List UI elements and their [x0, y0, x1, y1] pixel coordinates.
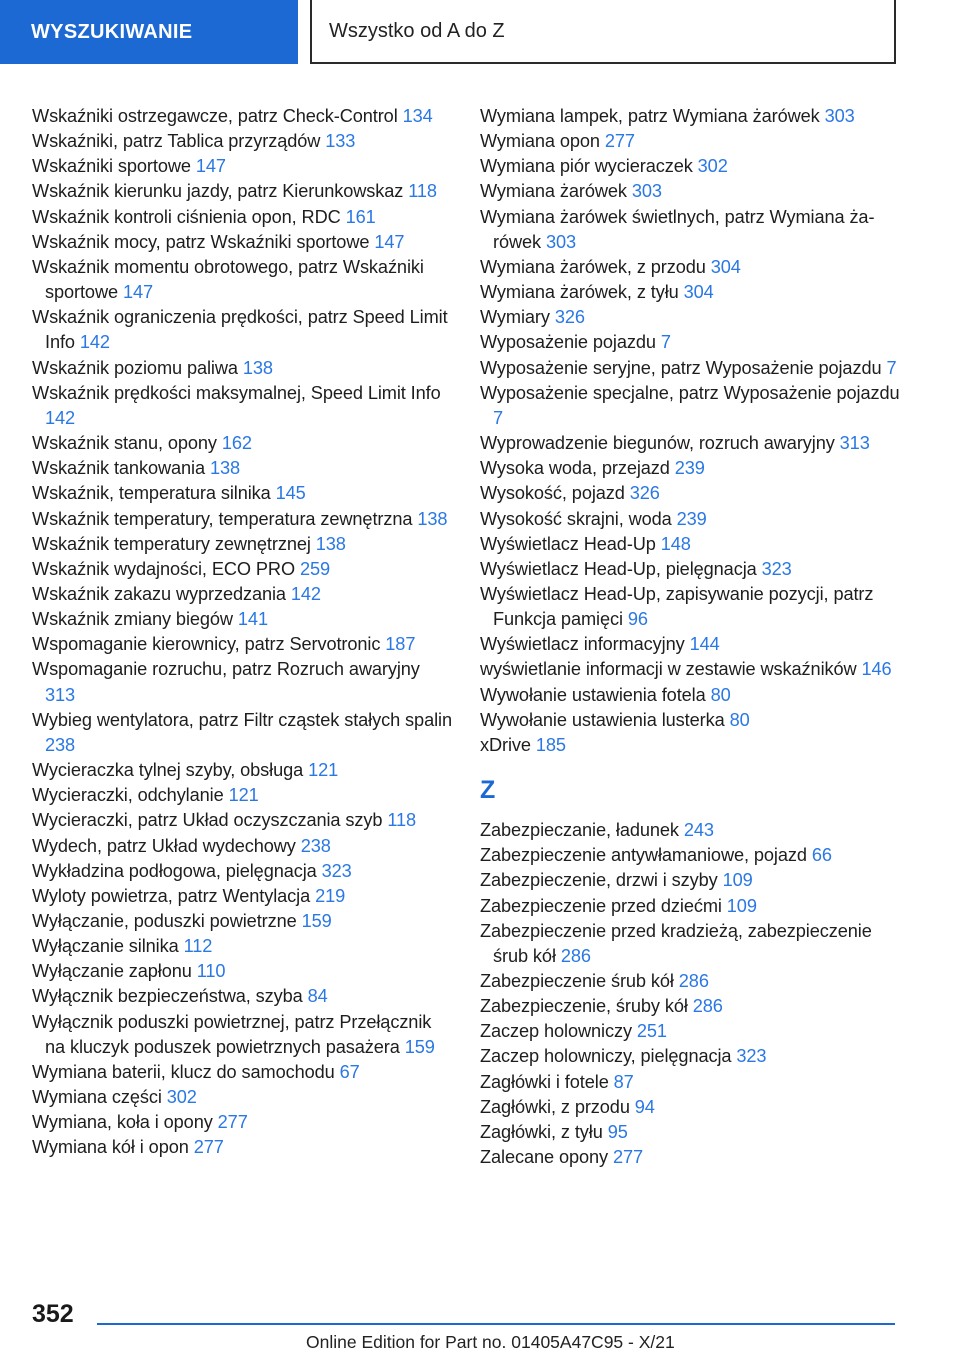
page-reference-link[interactable]: 286 [560, 945, 591, 966]
index-entry [480, 381, 900, 431]
page-reference-link[interactable]: 84 [307, 986, 328, 1007]
index-entry [480, 582, 900, 632]
page-reference-link[interactable]: 313 [45, 684, 76, 705]
page-reference-link[interactable]: 147 [195, 156, 226, 177]
index-entry [480, 356, 900, 381]
index-entry-text: Wskaźnik temperatury zewnętrznej [32, 533, 311, 554]
page-reference-link[interactable]: 277 [217, 1112, 248, 1133]
index-entry [32, 884, 452, 909]
page-reference-link[interactable]: 326 [554, 307, 585, 328]
index-entry-text: Wskaźniki, patrz Tablica przyrządów [32, 131, 321, 152]
index-entry [32, 205, 452, 230]
index-entry [480, 894, 900, 919]
index-entry [480, 255, 900, 280]
index-entry-text: Zalecane opony [480, 1147, 609, 1168]
page-reference-link[interactable]: 96 [627, 609, 648, 630]
page-reference-link[interactable]: 121 [308, 760, 339, 781]
index-entry-text: Wskaźnik momentu obrotowego, patrz Wskaźniki sportowe [32, 256, 424, 303]
index-entry [480, 994, 900, 1019]
index-entry-text: Wycieraczki, patrz Układ oczyszczania szyb [32, 810, 383, 831]
index-entry-text: Wskaźniki ostrzegawcze, patrz Check-Control [32, 106, 398, 126]
index-entry [480, 733, 900, 758]
index-entry-text: Zabezpieczenie przed dziećmi [480, 895, 722, 916]
page-reference-link[interactable]: 243 [683, 820, 714, 841]
index-entry-text: Wymiana kół i opon [32, 1137, 189, 1158]
tab-search[interactable]: WYSZUKIWANIE [0, 0, 298, 64]
page-reference-link[interactable]: 277 [604, 131, 635, 152]
index-entry-text: Wspomaganie rozruchu, patrz Rozruch awaryjny [32, 659, 420, 680]
page-reference-link[interactable]: 142 [290, 583, 321, 604]
page-reference-link[interactable]: 148 [660, 533, 691, 554]
index-entry [32, 381, 452, 431]
page-reference-link[interactable]: 138 [209, 458, 240, 479]
page-reference-link[interactable]: 110 [196, 961, 226, 982]
index-entry-text: Wymiana baterii, klucz do samochodu [32, 1061, 335, 1082]
footer-divider [97, 1323, 895, 1325]
page-reference-link[interactable]: 304 [683, 282, 714, 303]
index-entry [32, 959, 452, 984]
page-reference-link[interactable]: 7 [660, 332, 671, 353]
page-reference-link[interactable]: 162 [221, 433, 252, 454]
index-entry-text: Wycieraczka tylnej szyby, obsługa [32, 760, 304, 781]
page-reference-link[interactable]: 95 [607, 1121, 628, 1142]
index-entry [32, 305, 452, 355]
index-entry-text: Wyświetlacz Head-Up, pielęgnacja [480, 558, 757, 579]
index-entry [480, 969, 900, 994]
index-entry [480, 280, 900, 305]
index-entry [480, 818, 900, 843]
page-reference-link[interactable]: 94 [634, 1096, 655, 1117]
index-entry [32, 607, 452, 632]
index-entry [480, 1145, 900, 1170]
page-reference-link[interactable]: 147 [122, 282, 153, 303]
page-reference-link[interactable]: 142 [45, 407, 76, 428]
page-reference-link[interactable]: 286 [692, 996, 723, 1017]
index-entry-text: Wysoka woda, przejazd [480, 458, 670, 479]
index-entry [32, 632, 452, 657]
page-reference-link[interactable]: 118 [408, 181, 437, 202]
page-reference-link[interactable]: 303 [824, 106, 855, 126]
index-entry-text: Wybieg wentylatora, patrz Filtr cząstek stałych spalin [32, 709, 452, 730]
index-entry-text: Wskaźnik poziomu paliwa [32, 357, 238, 378]
index-entry-text: Zabezpieczenie śrub kół [480, 971, 674, 991]
page-reference-link[interactable]: 303 [631, 181, 662, 202]
index-entry [32, 356, 452, 381]
header [0, 0, 960, 66]
index-entry [32, 507, 452, 532]
index-entry-text: Wskaźnik prędkości maksymalnej, Speed Limit Info [32, 382, 441, 403]
index-entry-text: Wysokość skrajni, woda [480, 508, 672, 529]
index-entry [32, 934, 452, 959]
page-reference-link[interactable]: 7 [493, 407, 504, 428]
page-reference-link[interactable]: 87 [613, 1071, 634, 1092]
index-entry-text: Wskaźnik, temperatura silnika [32, 483, 271, 504]
index-entry [480, 1044, 900, 1069]
index-entry [480, 683, 900, 708]
index-column-right [480, 104, 900, 1170]
index-entry-text: Wskaźnik zakazu wyprzedzania [32, 583, 286, 604]
index-entry [480, 431, 900, 456]
page-reference-link[interactable]: 112 [183, 936, 213, 957]
index-entry [480, 708, 900, 733]
index-entry [32, 1060, 452, 1085]
index-entry-text: Wyprowadzenie biegunów, rozruch awaryjny [480, 433, 835, 454]
page-reference-link[interactable]: 277 [612, 1147, 644, 1168]
page-reference-link[interactable]: 302 [166, 1087, 197, 1108]
index-entry [32, 456, 452, 481]
index-entry-text: Wyłączanie silnika [32, 936, 179, 957]
index-entry-text: Zagłówki, z tyłu [480, 1121, 603, 1142]
page-reference-link[interactable]: 323 [736, 1046, 767, 1067]
page-reference-link[interactable]: 109 [726, 895, 757, 916]
page-reference-link[interactable]: 144 [689, 634, 720, 655]
index-entry-text: Wyłącznik poduszki powietrznej, patrz Przełącznik na kluczyk poduszek powietrznych pasażera [32, 1011, 432, 1057]
index-entry [32, 834, 452, 859]
page-reference-link[interactable]: 251 [636, 1021, 667, 1042]
index-entry [32, 1135, 452, 1160]
index-entry-text: Wskaźnik tankowania [32, 458, 205, 479]
index-entry-text: Wyświetlacz Head-Up [480, 533, 656, 554]
index-entry-text: Wyposażenie seryjne, patrz Wyposażenie pojazdu [480, 357, 882, 378]
index-entry [32, 984, 452, 1009]
page-reference-link[interactable]: 118 [387, 810, 417, 831]
index-entry-text: Wymiana lampek, patrz Wymiana żarówek [480, 106, 820, 126]
index-entry [480, 868, 900, 893]
index-entry-text: Zabezpieczenie antywłamaniowe, pojazd [480, 845, 807, 866]
page-reference-link[interactable]: 142 [79, 332, 110, 353]
index-entry-text: Wskaźnik temperatury, temperatura zewnętrzna [32, 508, 413, 529]
page-reference-link[interactable]: 323 [321, 860, 352, 881]
index-entry [32, 1110, 452, 1135]
index-entry [32, 532, 452, 557]
index-entry-text: Zabezpieczenie, śruby kół [480, 996, 688, 1017]
index-entry-text: Wydech, patrz Układ wydechowy [32, 835, 296, 856]
index-entry-text: Wymiana opon [480, 131, 600, 152]
index-entry [32, 557, 452, 582]
index-entry [32, 859, 452, 884]
index-entry-text: Wskaźnik ograniczenia prędkości, patrz Speed Limit Info [32, 307, 448, 353]
index-entry-text: Wykładzina podłogowa, pielęgnacja [32, 860, 317, 881]
index-entry-text: Wyłączanie, poduszki powietrzne [32, 911, 297, 931]
index-entry-text: Wyloty powietrza, patrz Wentylacja [32, 885, 311, 906]
page-reference-link[interactable]: 138 [417, 508, 448, 529]
index-entry [480, 104, 900, 129]
index-entry [32, 179, 452, 204]
page-reference-link[interactable]: 326 [629, 483, 660, 504]
page-reference-link[interactable]: 302 [697, 156, 728, 177]
index-entry [32, 154, 452, 179]
page-reference-link[interactable]: 146 [861, 659, 892, 680]
index-entry-text: Zaczep holowniczy, pielęgnacja [480, 1046, 732, 1067]
index-entry [480, 481, 900, 506]
page-reference-link[interactable]: 134 [402, 106, 433, 126]
index-entry [480, 179, 900, 204]
page-reference-link[interactable]: 141 [237, 609, 268, 630]
page-reference-link[interactable]: 80 [729, 709, 750, 730]
index-entry-text: Wywołanie ustawienia fotela [480, 684, 706, 705]
page-reference-link[interactable]: 238 [300, 835, 331, 856]
page-reference-link[interactable]: 277 [193, 1137, 224, 1158]
page-reference-link[interactable]: 7 [886, 357, 897, 378]
index-entry-text: Zaczep holowniczy [480, 1021, 632, 1042]
index-entry-text: wyświetlanie informacji w zestawie wskaźników [480, 659, 857, 680]
index-entry [32, 129, 452, 154]
index-entry [32, 582, 452, 607]
page-reference-link[interactable]: 67 [339, 1061, 360, 1082]
index-entry-text: Wymiana piór wycieraczek [480, 156, 693, 177]
index-entry-text: Wskaźnik mocy, patrz Wskaźniki sportowe [32, 231, 370, 252]
index-entry [480, 1070, 900, 1095]
page-reference-link[interactable]: 147 [374, 231, 405, 252]
page-reference-link[interactable]: 239 [674, 458, 705, 479]
page-reference-link[interactable]: 313 [839, 433, 870, 454]
page-reference-link[interactable]: 286 [678, 971, 709, 991]
index-entry [480, 154, 900, 179]
page-number: 352 [32, 1300, 74, 1328]
index-entry [32, 230, 452, 255]
page-reference-link[interactable]: 80 [710, 684, 731, 705]
index-entry-text: Zabezpieczanie, ładunek [480, 820, 679, 841]
page-reference-link[interactable]: 145 [275, 483, 306, 504]
index-entry-text: Wyłączanie zapłonu [32, 961, 192, 982]
index-entry [480, 919, 900, 969]
index-entry [480, 205, 900, 255]
page-reference-link[interactable]: 121 [228, 785, 259, 806]
page-reference-link[interactable]: 161 [345, 206, 376, 227]
index-entry-text: Zagłówki i fotele [480, 1071, 609, 1092]
index-entry-text: Wysokość, pojazd [480, 483, 625, 504]
index-entry [32, 783, 452, 808]
page-reference-link[interactable]: 238 [45, 734, 76, 755]
index-entry [480, 129, 900, 154]
page-reference-link[interactable]: 239 [676, 508, 707, 529]
index-entry [32, 1010, 452, 1060]
page-reference-link[interactable]: 219 [315, 885, 346, 906]
index-entry [32, 481, 452, 506]
index-entry-text: Wymiana żarówek [480, 181, 627, 202]
page-reference-link[interactable]: 259 [299, 558, 331, 579]
index-entry-text: Wyłącznik bezpieczeństwa, szyba [32, 986, 303, 1007]
page-reference-link[interactable]: 323 [761, 558, 792, 579]
index-entry-text: Wywołanie ustawienia lusterka [480, 709, 725, 730]
index-entry [32, 909, 452, 934]
page-reference-link[interactable]: 159 [301, 911, 332, 931]
page-reference-link[interactable]: 303 [545, 231, 577, 252]
index-entry-text: Wskaźnik wydajności, ECO PRO [32, 558, 296, 579]
index-entry-text: Wymiary [480, 307, 550, 328]
section-letter-z: Z [480, 776, 496, 805]
index-entry [480, 532, 900, 557]
footer-edition: Online Edition for Part no. 01405A47C95 - X/21 [306, 1332, 675, 1352]
index-entry-text: Wskaźnik kierunku jazdy, patrz Kierunkowskaz [32, 181, 404, 202]
index-entry-text: Wspomaganie kierownicy, patrz Servotronic [32, 634, 381, 655]
index-entry [480, 456, 900, 481]
index-entry [480, 632, 900, 657]
index-entry-text: xDrive [480, 734, 531, 755]
index-entry-text: Wymiana żarówek, z tyłu [480, 282, 679, 303]
index-entry-text: Zabezpieczenie przed kradzieżą, zabezpieczenie śrub kół [480, 920, 872, 966]
index-entry-text: Wyposażenie pojazdu [480, 332, 656, 353]
index-entry [32, 431, 452, 456]
page-reference-link[interactable]: 133 [325, 131, 356, 152]
index-entry [480, 557, 900, 582]
index-entry-text: Wyświetlacz Head-Up, zapisywanie pozycji, patrz Funkcja pamięci [480, 583, 874, 630]
index-entry-text: Wskaźnik stanu, opony [32, 433, 217, 454]
index-entry-text: Zagłówki, z przodu [480, 1096, 630, 1117]
page-reference-link[interactable]: 159 [404, 1036, 435, 1057]
index-entry [480, 305, 900, 330]
index-entry [480, 330, 900, 355]
index-entry-text: Wymiana żarówek, z przodu [480, 256, 706, 277]
index-entry-text: Wskaźniki sportowe [32, 156, 191, 177]
index-entry-text: Zabezpieczenie, drzwi i szyby [480, 870, 718, 891]
index-column-left [32, 104, 452, 1161]
page-reference-link[interactable]: 187 [385, 634, 416, 655]
index-entry [480, 657, 900, 682]
index-entry [32, 808, 452, 833]
index-entry-text: Wymiana, koła i opony [32, 1112, 213, 1133]
page-reference-link[interactable]: 109 [722, 870, 753, 891]
index-entry-text: Wskaźnik kontroli ciśnienia opon, RDC [32, 206, 341, 227]
index-entry [480, 1019, 900, 1044]
index-entry [32, 1085, 452, 1110]
page-reference-link[interactable]: 138 [315, 533, 346, 554]
page-reference-link[interactable]: 185 [535, 734, 566, 755]
index-entry [32, 104, 452, 129]
index-entry-text: Wycieraczki, odchylanie [32, 785, 224, 806]
index-entry-text: Wymiana żarówek świetlnych, patrz Wymiana żarówek [480, 206, 875, 252]
index-entry [32, 758, 452, 783]
index-entry [32, 657, 452, 707]
index-entry-text: Wskaźnik zmiany biegów [32, 609, 233, 630]
index-entry-text: Wyświetlacz informacyjny [480, 634, 685, 655]
tab-all-a-to-z[interactable]: Wszystko od A do Z [310, 0, 896, 64]
page-reference-link[interactable]: 66 [811, 845, 832, 866]
index-entry [480, 507, 900, 532]
index-entry [480, 843, 900, 868]
index-entry-text: Wymiana części [32, 1087, 162, 1108]
index-entry [32, 255, 452, 305]
page-reference-link[interactable]: 304 [710, 256, 741, 277]
index-entry [480, 1095, 900, 1120]
index-entry-text: Wyposażenie specjalne, patrz Wyposażenie pojazdu [480, 382, 900, 403]
page-reference-link[interactable]: 138 [242, 357, 273, 378]
index-entry [32, 708, 452, 758]
index-entry [480, 1120, 900, 1145]
